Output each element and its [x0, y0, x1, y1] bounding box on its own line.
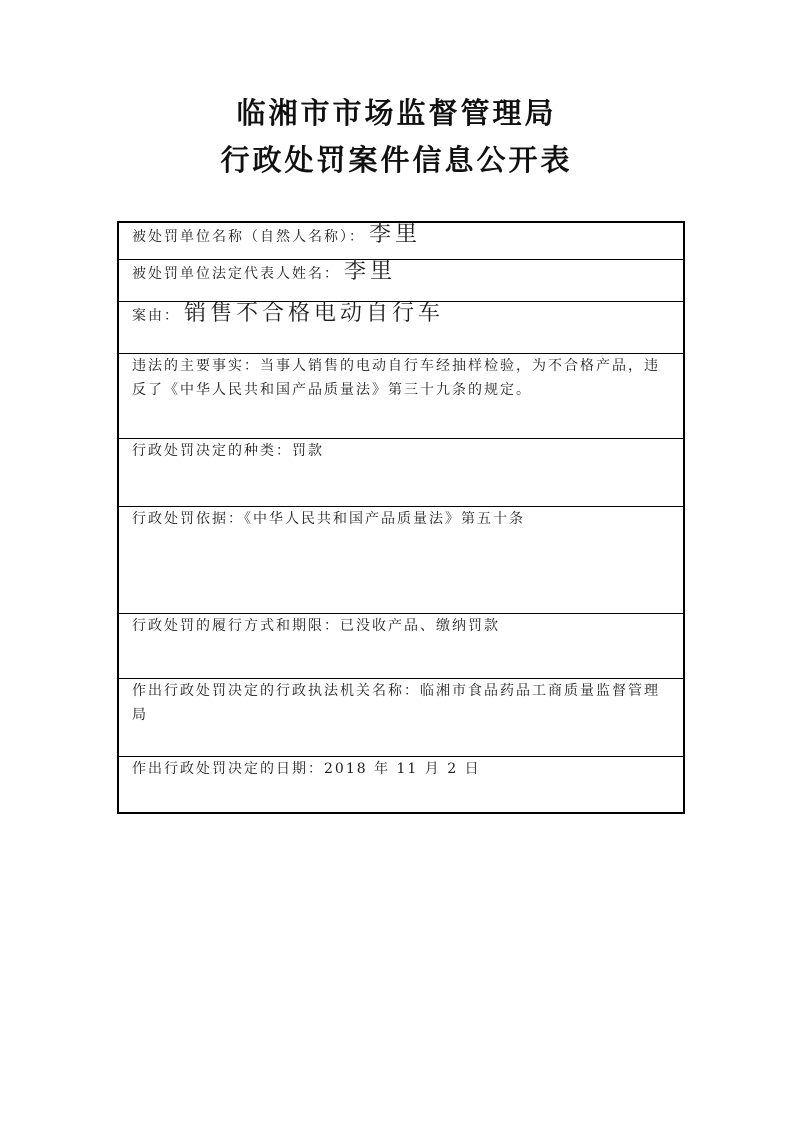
row-value: 销售不合格电动自行车: [184, 300, 445, 326]
row-value: 当事人销售的电动自行车经抽样检验，为不合格产品，违反了《中华人民共和国产品质量法》第三十九条的规定。: [132, 357, 660, 398]
row-label: 行政处罚依据：: [132, 510, 244, 527]
row-label: 作出行政处罚决定的行政执法机关名称：: [132, 682, 420, 699]
table-row-penalized-unit-name: [118, 222, 684, 259]
row-value: 罚款: [292, 442, 324, 459]
penalty-info-table: [117, 221, 685, 814]
row-label: 行政处罚的履行方式和期限：: [132, 617, 340, 634]
row-label: 被处罚单位法定代表人姓名：: [132, 265, 340, 282]
row-label: 被处罚单位名称（自然人名称）：: [132, 229, 365, 245]
title-line-1: 临湘市市场监督管理局: [236, 96, 557, 130]
table-row-illegal-facts: [118, 353, 684, 438]
row-value: 2018 年 11 月 2 日: [324, 760, 481, 777]
document-title: [0, 90, 793, 184]
table-row-case-cause: [118, 301, 684, 353]
table-row-enforcement-agency: [118, 678, 684, 756]
row-label: 案由：: [132, 307, 180, 324]
row-label: 行政处罚决定的种类：: [132, 442, 292, 459]
row-value: 李里: [344, 258, 397, 284]
table-row-performance-method: [118, 613, 684, 678]
table-row-penalty-type: [118, 438, 684, 506]
table-row-legal-representative: [118, 259, 684, 301]
row-label: 违法的主要事实：: [132, 357, 260, 374]
row-value: 临湘市食品药品工商质量监督管理局: [132, 682, 660, 723]
table-row-decision-date: [118, 756, 684, 813]
table-row-penalty-basis: [118, 506, 684, 613]
row-label: 作出行政处罚决定的日期：: [132, 760, 324, 777]
row-value: 《中华人民共和国产品质量法》第五十条: [244, 510, 525, 527]
row-value: 李里: [369, 222, 422, 247]
title-line-2: 行政处罚案件信息公开表: [220, 143, 573, 177]
row-value: 已没收产品、缴纳罚款: [340, 617, 500, 634]
